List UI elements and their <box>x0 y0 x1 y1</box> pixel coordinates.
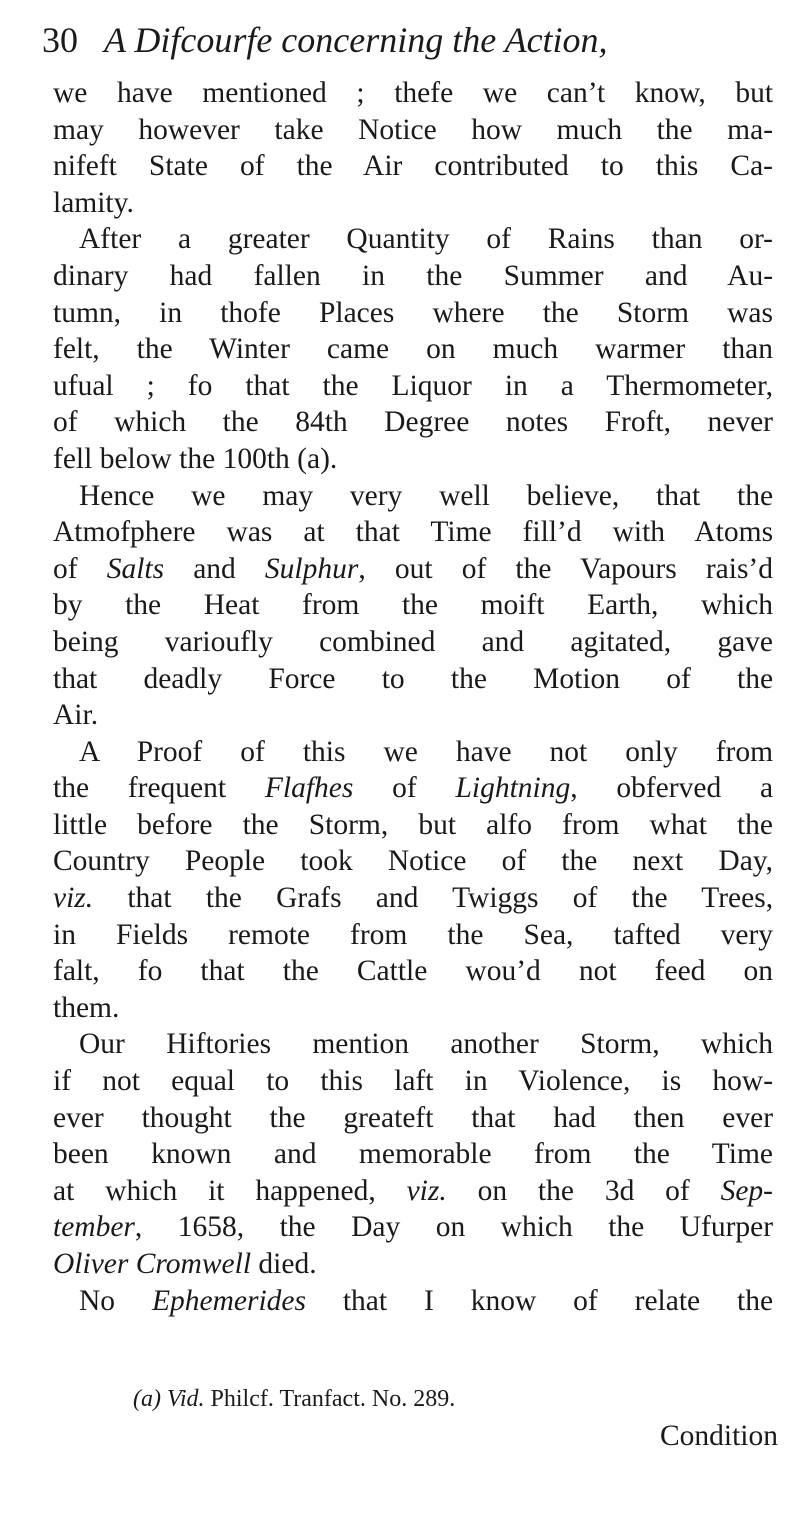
italic-word: Sep- <box>720 1174 773 1207</box>
running-title: A Difcourfe concerning the Action, <box>104 20 608 60</box>
text-line: ever thought the greateft that had then ever <box>53 1101 774 1134</box>
text-line: dinary had fallen in the Summer and Au- <box>53 259 774 292</box>
text-line: them. <box>53 991 120 1024</box>
text-line: if not equal to this laft in Violence, is how- <box>53 1065 774 1098</box>
italic-word: Oliver <box>53 1248 129 1280</box>
page-number: 30 <box>42 20 78 60</box>
text-line: nifeft State of the Air contributed to this Ca- <box>53 150 773 183</box>
text-line: been known and memorable from the Time <box>53 1138 773 1171</box>
text-line: felt, the Winter came on much warmer than <box>53 333 773 366</box>
text-line: at which it happened, viz. on the 3d of Sep- <box>53 1174 773 1207</box>
text-line: After a greater Quantity of Rains than or- <box>79 223 773 256</box>
italic-word: (a) <box>133 1386 161 1412</box>
text-line: little before the Storm, but alfo from what the <box>53 808 774 841</box>
text-line: may however take Notice how much the ma- <box>53 113 774 146</box>
text-line: Our Hiftories mention another Storm, which <box>79 1028 773 1061</box>
italic-word: Vid. <box>166 1386 205 1412</box>
text-line: Oliver Cromwell died. <box>53 1248 317 1280</box>
text-line: in Fields remote from the Sea, tafted very <box>53 918 774 951</box>
text-line: Hence we may very well believe, that the <box>79 479 774 512</box>
italic-word: Cromwell <box>135 1248 252 1280</box>
text-line: viz. that the Grafs and Twiggs of the Trees, <box>53 882 774 915</box>
italic-word: viz. <box>406 1174 447 1207</box>
text-line: falt, fo that the Cattle wou’d not feed on <box>53 955 773 988</box>
text-line: Country People took Notice of the next Day, <box>53 845 773 878</box>
italic-word: Flafhes <box>264 772 354 805</box>
italic-word: Sulphur <box>264 552 359 585</box>
text-line: No Ephemerides that I know of relate the <box>79 1284 774 1317</box>
text-line: being varioufly combined and agitated, gave <box>53 625 773 658</box>
italic-word: Ephemerides <box>151 1284 306 1317</box>
text-line: ufual ; fo that the Liquor in a Thermometer, <box>53 369 773 402</box>
italic-word: tember <box>53 1211 135 1244</box>
text-line: Air. <box>53 699 99 732</box>
text-line: we have mentioned ; thefe we can’t know, but <box>53 77 774 109</box>
text-line: the frequent Flafhes of Lightning, obferved a <box>53 772 774 805</box>
footnote-text: (a) Vid. Philcf. Tranfact. No. 289. <box>133 1386 456 1412</box>
text-line: of Salts and Sulphur, out of the Vapours rais’d <box>53 552 774 585</box>
text-line: A Proof of this we have not only from <box>79 735 774 768</box>
text-line: fell below the 100th (a). <box>53 442 338 475</box>
text-line: Atmofphere was at that Time fill’d with Atoms <box>53 516 774 549</box>
catchword: Condition <box>659 1420 778 1452</box>
running-head <box>42 10 777 70</box>
text-line: of which the 84th Degree notes Froft, never <box>53 406 774 439</box>
text-line: lamity. <box>53 186 134 219</box>
footnote <box>53 1384 773 1414</box>
text-line: tumn, in thofe Places where the Storm was <box>53 296 773 329</box>
italic-word: Salts <box>106 552 165 585</box>
text-line: that deadly Force to the Motion of the <box>53 662 774 695</box>
text-line: by the Heat from the moift Earth, which <box>53 589 774 622</box>
text-line: tember, 1658, the Day on which the Ufurper <box>53 1211 774 1244</box>
italic-word: Lightning <box>455 772 571 805</box>
body-text <box>53 75 773 1319</box>
italic-word: viz. <box>53 882 94 915</box>
